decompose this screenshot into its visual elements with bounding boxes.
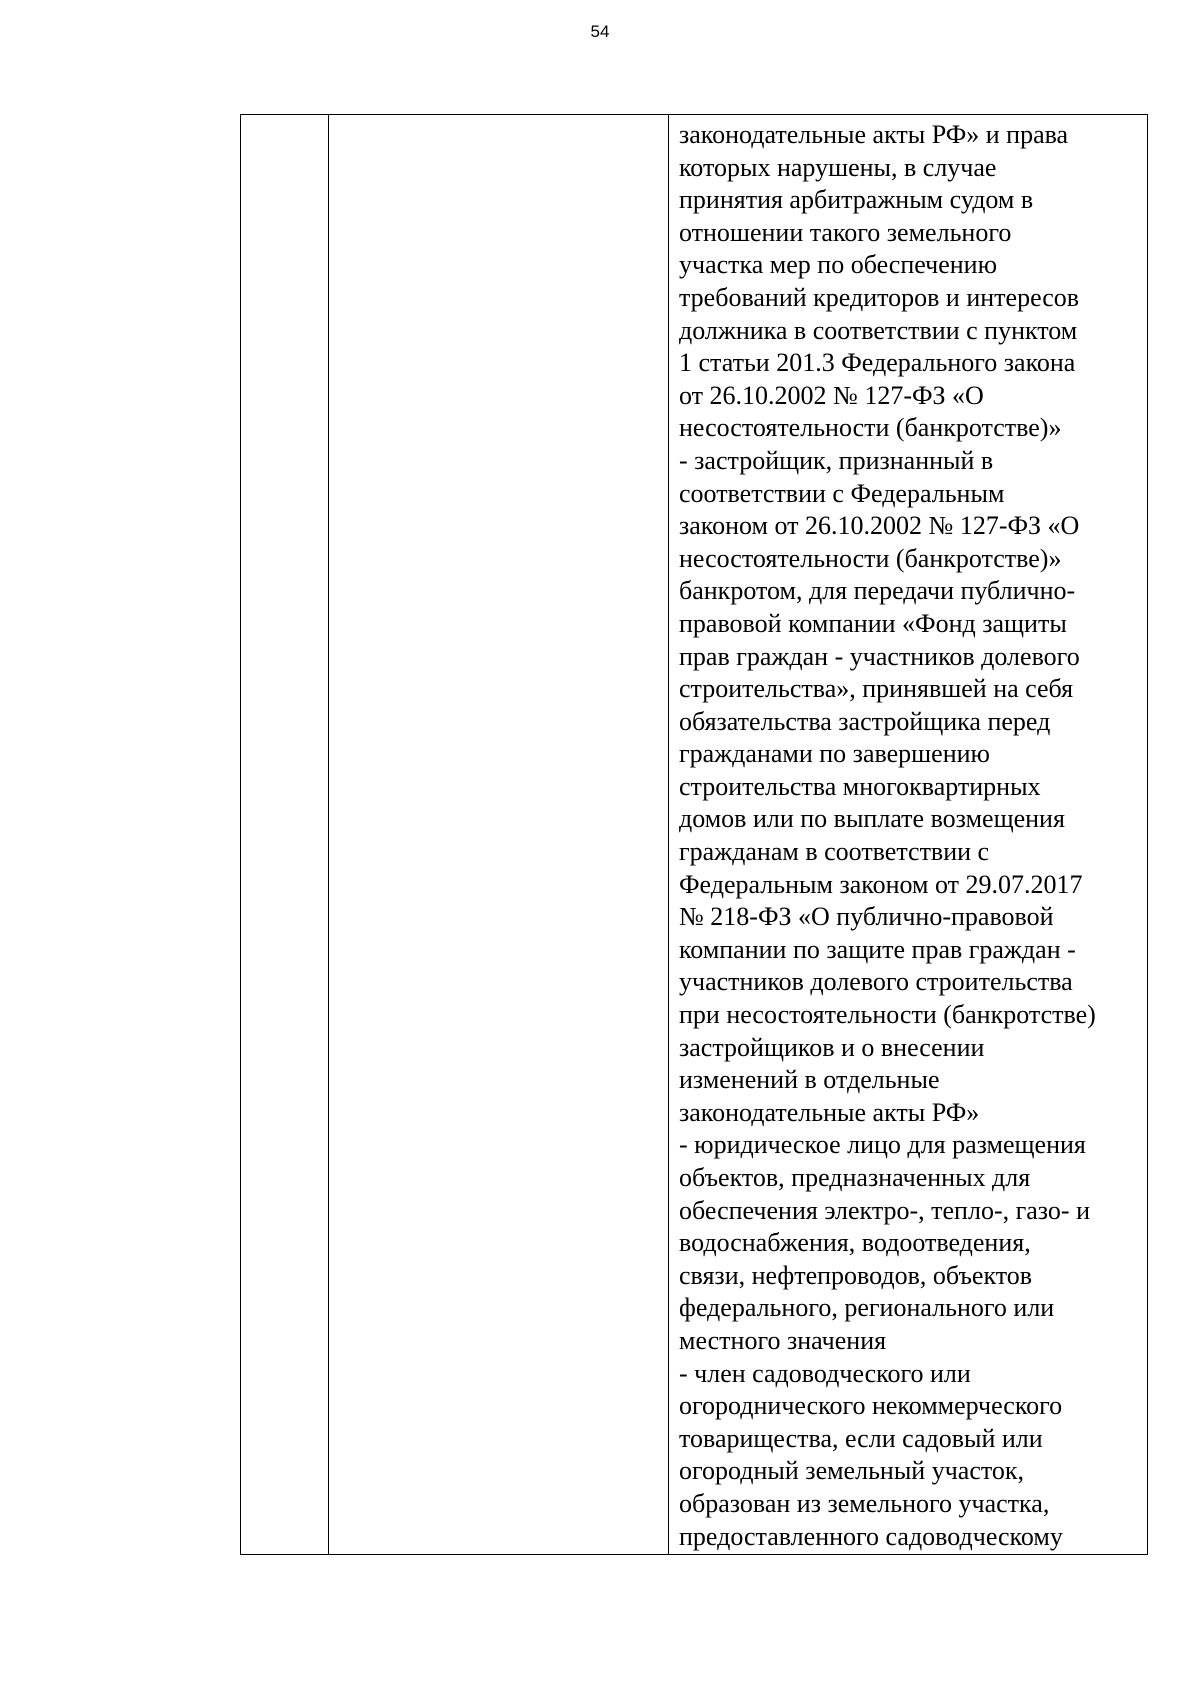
text-line: огороднического некоммерческого — [679, 1391, 1063, 1421]
page-number: 54 — [590, 22, 610, 41]
text-line: товарищества, если садовый или — [679, 1423, 1043, 1453]
text-line: гражданами по завершению — [679, 739, 990, 769]
text-line: прав граждан - участников долевого — [679, 641, 1080, 671]
text-line: требований кредиторов и интересов — [679, 282, 1080, 312]
text-line: - застройщик, признанный в — [679, 445, 994, 475]
text-line: гражданам в соответствии с — [679, 837, 990, 867]
text-line: строительства многоквартирных — [679, 771, 1041, 801]
text-line: обязательства застройщика перед — [679, 706, 1051, 736]
text-line: несостоятельности (банкротстве)» — [679, 413, 1062, 443]
text-line: изменений в отдельные — [679, 1065, 940, 1095]
text-line: федерального, регионального или — [679, 1293, 1055, 1323]
table-cell-number — [241, 115, 329, 1554]
text-line: должника в соответствии с пунктом — [679, 315, 1078, 345]
text-line: отношении такого земельного — [679, 217, 1012, 247]
text-line: - юридическое лицо для размещения — [679, 1130, 1086, 1160]
text-line: - член садоводческого или — [679, 1358, 971, 1388]
text-line: законодательные акты РФ» и права — [679, 120, 1069, 149]
text-line: обеспечения электро-, тепло-, газо- и — [679, 1195, 1090, 1225]
text-line: № 218-ФЗ «О публично-правовой — [679, 902, 1054, 932]
text-line: предоставленного садоводческому — [679, 1521, 1063, 1551]
text-line: образован из земельного участка, — [679, 1488, 1050, 1518]
text-line: которых нарушены, в случае — [679, 152, 997, 182]
text-line: законом от 26.10.2002 № 127-ФЗ «О — [679, 511, 1080, 541]
text-line: правовой компании «Фонд защиты — [679, 608, 1067, 638]
text-line: строительства», принявшей на себя — [679, 674, 1074, 704]
text-line: водоснабжения, водоотведения, — [679, 1228, 1031, 1258]
text-line: участников долевого строительства — [679, 967, 1073, 997]
text-line: при несостоятельности (банкротстве) — [679, 1000, 1096, 1030]
document-table — [240, 114, 1148, 1555]
text-line: банкротом, для передачи публично- — [679, 576, 1076, 606]
text-line: от 26.10.2002 № 127-ФЗ «О — [679, 380, 984, 410]
text-line: объектов, предназначенных для — [679, 1163, 1031, 1192]
text-line: домов или по выплате возмещения — [679, 804, 1065, 834]
text-line: 1 статьи 201.3 Федерального закона — [679, 348, 1076, 378]
text-line: принятия арбитражным судом в — [679, 185, 1034, 215]
text-line: связи, нефтепроводов, объектов — [679, 1260, 1033, 1290]
text-line: соответствии с Федеральным — [679, 478, 1005, 508]
text-line: законодательные акты РФ» — [679, 1097, 980, 1127]
text-line: огородный земельный участок, — [679, 1456, 1025, 1486]
text-line: участка мер по обеспечению — [679, 250, 997, 280]
text-line: несостоятельности (банкротстве)» — [679, 543, 1062, 573]
text-line: Федеральным законом от 29.07.2017 — [679, 869, 1083, 899]
table-cell-text — [669, 115, 1147, 1554]
text-line: компании по защите прав граждан - — [679, 934, 1076, 964]
text-line: застройщиков и о внесении — [679, 1032, 985, 1062]
table-cell-description — [329, 115, 669, 1554]
text-line: местного значения — [679, 1325, 887, 1355]
